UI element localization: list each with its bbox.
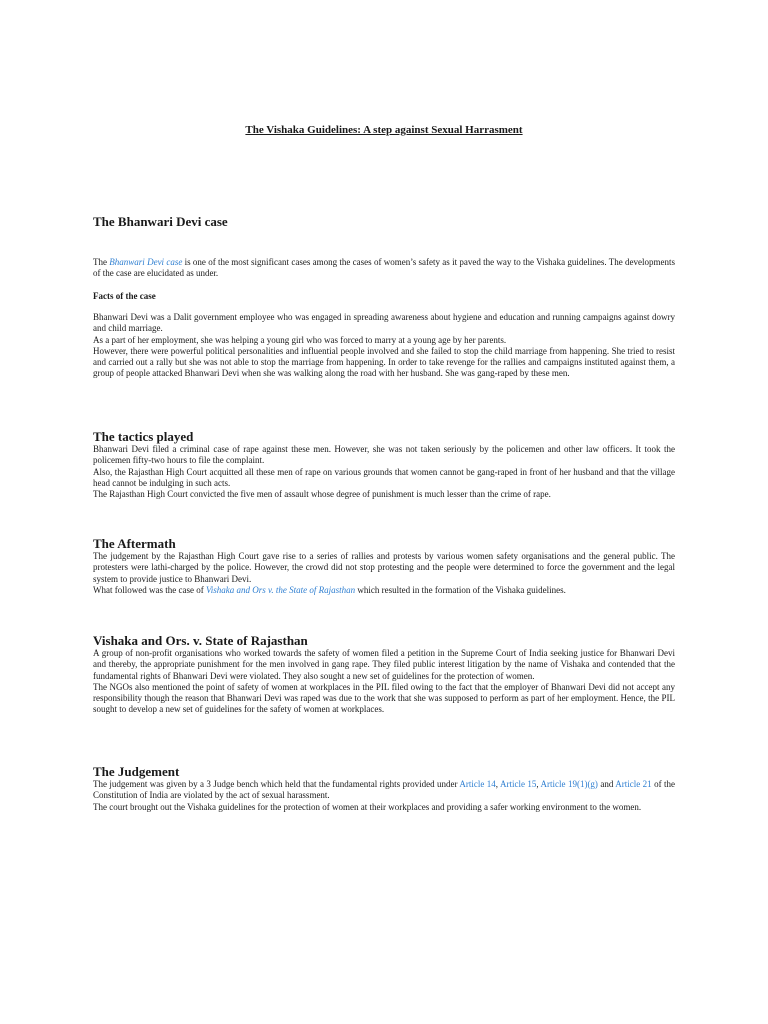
- facts-paragraph-3: However, there were powerful political personalities and influential people involved and she failed to stop the child marriage from happening. She tried to resist and carried out a rally but she was not able to stop the marriage from happening. In order to take revenge for the rallies and campaigns instituted against them, a group of people attacked Bhanwari Devi when she was walking along the road with her husband. She was gang-raped by these men.: [93, 345, 675, 379]
- judgement-paragraph-2: The court brought out the Vishaka guidelines for the protection of women at their workplaces and providing a safer working environment to the women.: [93, 801, 642, 812]
- link-article-21[interactable]: Article 21: [615, 779, 652, 789]
- aftermath-paragraph-2: [93, 585, 675, 596]
- tactics-paragraph-1: Bhanwari Devi filed a criminal case of rape against these men. However, she was not taken seriously by the policemen and other law officers. It took the policemen fifty-two hours to file the complaint.: [93, 444, 675, 466]
- vishaka-paragraph-1: A group of non-profit organisations who worked towards the safety of women filed a petition in the Supreme Court of India seeking justice for Bhanwari Devi and thereby, the appropriate punishment for the men involved in gang rape. They filed public interest litigation by the name of Vishaka and contended that the fundamental rights of Bhanwari Devi were violated. They also sought a new set of guidelines for the protection of women.: [93, 648, 675, 681]
- link-vishaka-case[interactable]: Vishaka and Ors v. the State of Rajasthan: [205, 584, 356, 595]
- document-title: The Vishaka Guidelines: A step against Sexual Harrasment: [245, 124, 523, 136]
- section-tactics: [93, 429, 675, 500]
- judgement-sep-3: and: [597, 779, 616, 789]
- paragraph-facts: [93, 312, 675, 380]
- judgement-paragraph-1: [93, 779, 675, 802]
- tactics-paragraph-2: Also, the Rajasthan High Court acquitted all these men of rape on various grounds that women cannot be gang-raped in front of her husband and that the village head cannot be indulging in such acts.: [93, 466, 675, 488]
- link-article-19-1-g[interactable]: Article 19(1)(g): [540, 779, 598, 789]
- heading-judgement: The Judgement: [93, 764, 180, 779]
- section-facts: [93, 291, 675, 302]
- vishaka-paragraph-2: The NGOs also mentioned the point of safety of women at workplaces in the PIL filed owing to the fact that the employer of Bhanwari Devi did not accept any responsibility though the reason that Bhanwari Devi was raped was due to the work that she was supposed to perform as part of her employment. Hence, the PIL sought to develop a new set of guidelines for the safety of women at workplaces.: [93, 681, 675, 715]
- section-aftermath: [93, 536, 675, 596]
- section-vishaka: [93, 633, 675, 716]
- aftermath-text-post: which resulted in the formation of the Vishaka guidelines.: [355, 584, 566, 595]
- intro-text-post: is one of the most significant cases among the cases of women’s safety as it paved the way to the Vishaka guidelines. The developments of the case are elucidated as under.: [93, 257, 675, 279]
- section-judgement: [93, 764, 675, 813]
- section-bhanwari-devi-case: [93, 214, 675, 229]
- paragraph-bhanwari-intro: [93, 257, 675, 280]
- facts-paragraph-2: As a part of her employment, she was helping a young girl who was forced to marry at a young age by her parents.: [93, 334, 507, 345]
- judgement-text-post: of the Constitution of India are violated by the act of sexual harassment.: [93, 779, 675, 801]
- facts-paragraph-1: Bhanwari Devi was a Dalit government employee who was engaged in spreading awareness about hygiene and education and running campaigns against dowry and child marriage.: [93, 312, 675, 334]
- heading-tactics-played: The tactics played: [93, 429, 194, 444]
- link-bhanwari-devi-case[interactable]: Bhanwari Devi case: [109, 257, 183, 267]
- judgement-sep-2: ,: [536, 779, 541, 789]
- link-article-14[interactable]: Article 14: [459, 779, 496, 789]
- heading-facts-of-the-case: Facts of the case: [93, 291, 156, 301]
- heading-vishaka-v-state: Vishaka and Ors. v. State of Rajasthan: [93, 633, 308, 648]
- judgement-sep-1: ,: [495, 779, 500, 789]
- aftermath-text-pre: What followed was the case of: [93, 584, 206, 595]
- intro-text-pre: The: [93, 257, 110, 267]
- heading-aftermath: The Aftermath: [93, 536, 176, 551]
- heading-bhanwari-devi-case: The Bhanwari Devi case: [93, 214, 228, 229]
- tactics-paragraph-3: The Rajasthan High Court convicted the five men of assault whose degree of punishment is much lesser than the crime of rape.: [93, 489, 551, 500]
- aftermath-paragraph-1: The judgement by the Rajasthan High Court gave rise to a series of rallies and protests by various women safety organisations and the general public. The protesters were lathi-charged by the police. However, the crowd did not stop protesting and the people were determined to force the government and the legal system to provide justice to Bhanwari Devi.: [93, 551, 675, 584]
- link-article-15[interactable]: Article 15: [499, 779, 537, 789]
- judgement-text-pre: The judgement was given by a 3 Judge bench which held that the fundamental rights provided under: [93, 779, 460, 789]
